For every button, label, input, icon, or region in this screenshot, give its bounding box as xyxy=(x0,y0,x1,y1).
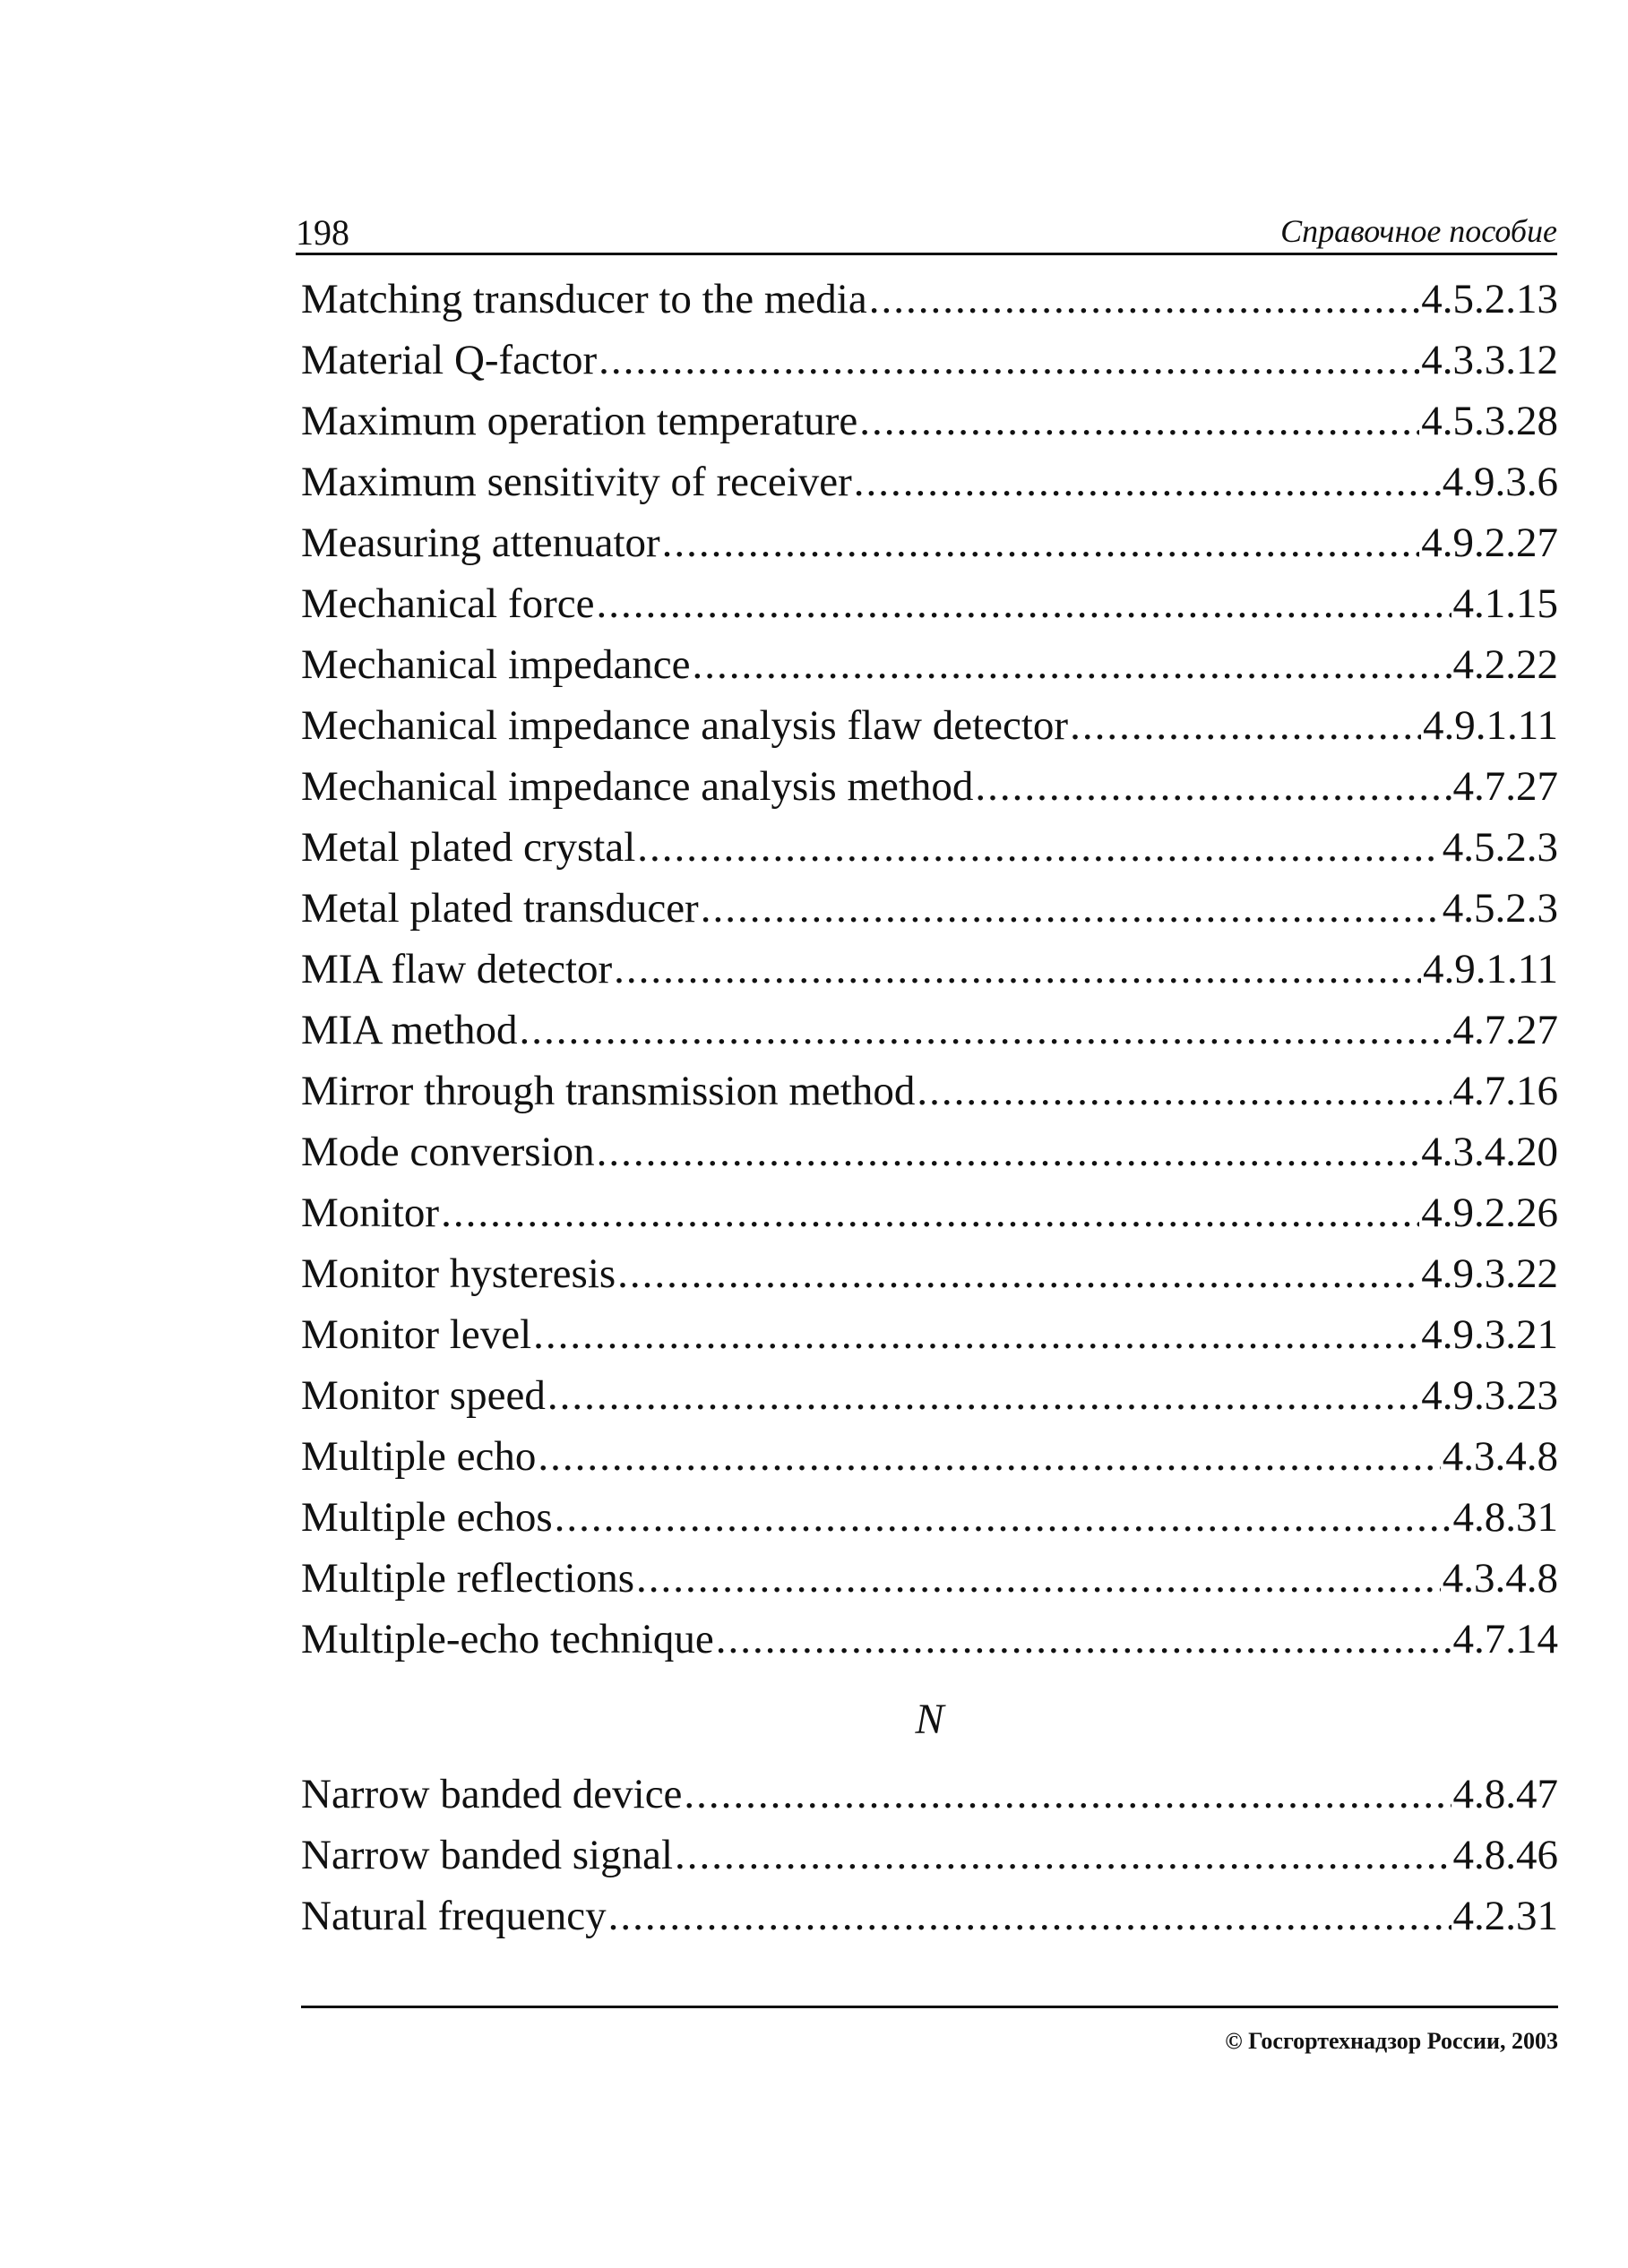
index-term: Mechanical impedance xyxy=(301,641,691,688)
index-term: Narrow banded device xyxy=(301,1771,683,1817)
index-term: Maximum sensitivity of receiver xyxy=(301,459,852,505)
copyright-notice: © Госгортехнадзор России, 2003 xyxy=(1225,2028,1558,2054)
page-number: 198 xyxy=(296,212,349,253)
index-reference: 4.5.2.13 xyxy=(1421,276,1558,322)
index-reference: 4.9.3.6 xyxy=(1442,459,1558,505)
index-entry xyxy=(301,330,1558,391)
index-reference: 4.3.4.20 xyxy=(1421,1129,1558,1175)
index-reference: 4.9.3.22 xyxy=(1421,1250,1558,1297)
dot-leader xyxy=(675,1825,1451,1886)
index-term: Monitor hysteresis xyxy=(301,1250,616,1297)
index-entry xyxy=(301,1365,1558,1426)
index-reference: 4.3.3.12 xyxy=(1421,337,1558,383)
dot-leader xyxy=(533,1304,1419,1365)
index-entry xyxy=(301,1487,1558,1548)
section-letter: N xyxy=(915,1696,944,1743)
index-reference: 4.5.2.3 xyxy=(1442,824,1558,871)
index-group-n xyxy=(301,1764,1558,1946)
dot-leader xyxy=(859,391,1419,451)
index-reference: 4.9.1.11 xyxy=(1422,702,1558,749)
index-term: Monitor speed xyxy=(301,1372,546,1419)
index-term: Mechanical force xyxy=(301,580,595,627)
index-term: Narrow banded signal xyxy=(301,1832,674,1878)
index-reference: 4.7.16 xyxy=(1452,1068,1558,1114)
index-term: Material Q-factor xyxy=(301,337,598,383)
index-term: Multiple echos xyxy=(301,1494,553,1541)
dot-leader xyxy=(917,1061,1451,1121)
dot-leader xyxy=(854,451,1441,512)
dot-leader xyxy=(538,1426,1440,1487)
dot-leader xyxy=(597,1121,1420,1182)
index-reference: 4.5.2.3 xyxy=(1442,885,1558,932)
index-entry xyxy=(301,1000,1558,1061)
dot-leader xyxy=(701,878,1441,939)
index-entry xyxy=(301,817,1558,878)
index-reference: 4.8.31 xyxy=(1452,1494,1558,1541)
footer-rule xyxy=(301,2006,1558,2008)
index-term: Multiple-echo technique xyxy=(301,1616,714,1662)
dot-leader xyxy=(684,1764,1451,1825)
index-reference: 4.8.46 xyxy=(1452,1832,1558,1878)
index-entry xyxy=(301,573,1558,634)
index-term: Mirror through transmission method xyxy=(301,1068,916,1114)
index-entry xyxy=(301,512,1558,573)
index-term: Monitor level xyxy=(301,1311,532,1358)
index-term: MIA method xyxy=(301,1007,518,1053)
index-term: MIA flaw detector xyxy=(301,946,613,992)
index-list xyxy=(301,269,1558,1946)
dot-leader xyxy=(520,1000,1451,1061)
index-reference: 4.9.3.21 xyxy=(1421,1311,1558,1358)
index-reference: 4.7.14 xyxy=(1452,1616,1558,1662)
index-reference: 4.7.27 xyxy=(1452,1007,1558,1053)
index-entry xyxy=(301,1886,1558,1946)
index-entry xyxy=(301,1304,1558,1365)
index-term: Matching transducer to the media xyxy=(301,276,867,322)
dot-leader xyxy=(608,1886,1451,1946)
index-entry xyxy=(301,939,1558,1000)
dot-leader xyxy=(637,817,1441,878)
index-entry xyxy=(301,756,1558,817)
index-entry xyxy=(301,269,1558,330)
dot-leader xyxy=(547,1365,1419,1426)
dot-leader xyxy=(636,1548,1441,1609)
index-reference: 4.9.3.23 xyxy=(1421,1372,1558,1419)
dot-leader xyxy=(555,1487,1451,1548)
index-entry xyxy=(301,878,1558,939)
dot-leader xyxy=(1070,695,1421,756)
index-reference: 4.9.2.26 xyxy=(1421,1190,1558,1236)
dot-leader xyxy=(617,1243,1419,1304)
index-reference: 4.9.2.27 xyxy=(1421,520,1558,566)
index-reference: 4.1.15 xyxy=(1452,580,1558,627)
index-term: Multiple echo xyxy=(301,1433,537,1480)
dot-leader xyxy=(716,1609,1451,1670)
index-reference: 4.9.1.11 xyxy=(1422,946,1558,992)
dot-leader xyxy=(662,512,1420,573)
index-term: Multiple reflections xyxy=(301,1555,634,1602)
index-entry xyxy=(301,1825,1558,1886)
index-entry xyxy=(301,451,1558,512)
index-entry xyxy=(301,1061,1558,1121)
index-entry xyxy=(301,1426,1558,1487)
dot-leader xyxy=(975,756,1451,817)
index-reference: 4.2.31 xyxy=(1452,1893,1558,1939)
index-entry xyxy=(301,1243,1558,1304)
dot-leader xyxy=(441,1182,1419,1243)
running-title: Справочное пособие xyxy=(1280,213,1557,249)
index-term: Monitor xyxy=(301,1190,440,1236)
dot-leader xyxy=(869,269,1420,330)
index-entry xyxy=(301,695,1558,756)
index-entry xyxy=(301,391,1558,451)
index-entry xyxy=(301,1121,1558,1182)
index-reference: 4.2.22 xyxy=(1452,641,1558,688)
index-reference: 4.3.4.8 xyxy=(1442,1555,1558,1602)
dot-leader xyxy=(599,330,1419,391)
page-header xyxy=(296,202,1557,255)
index-reference: 4.8.47 xyxy=(1452,1771,1558,1817)
index-entry xyxy=(301,634,1558,695)
index-term: Measuring attenuator xyxy=(301,520,660,566)
index-reference: 4.5.3.28 xyxy=(1421,398,1558,444)
index-entry xyxy=(301,1764,1558,1825)
index-term: Mode conversion xyxy=(301,1129,595,1175)
index-term: Mechanical impedance analysis flaw detector xyxy=(301,702,1069,749)
index-group-m xyxy=(301,269,1558,1670)
index-term: Natural frequency xyxy=(301,1893,607,1939)
index-entry xyxy=(301,1548,1558,1609)
index-entry xyxy=(301,1182,1558,1243)
index-term: Metal plated transducer xyxy=(301,885,699,932)
index-term: Metal plated crystal xyxy=(301,824,636,871)
index-reference: 4.7.27 xyxy=(1452,763,1558,810)
dot-leader xyxy=(693,634,1451,695)
index-term: Maximum operation temperature xyxy=(301,398,858,444)
dot-leader xyxy=(597,573,1451,634)
dot-leader xyxy=(614,939,1421,1000)
index-entry xyxy=(301,1609,1558,1670)
index-term: Mechanical impedance analysis method xyxy=(301,763,974,810)
index-reference: 4.3.4.8 xyxy=(1442,1433,1558,1480)
